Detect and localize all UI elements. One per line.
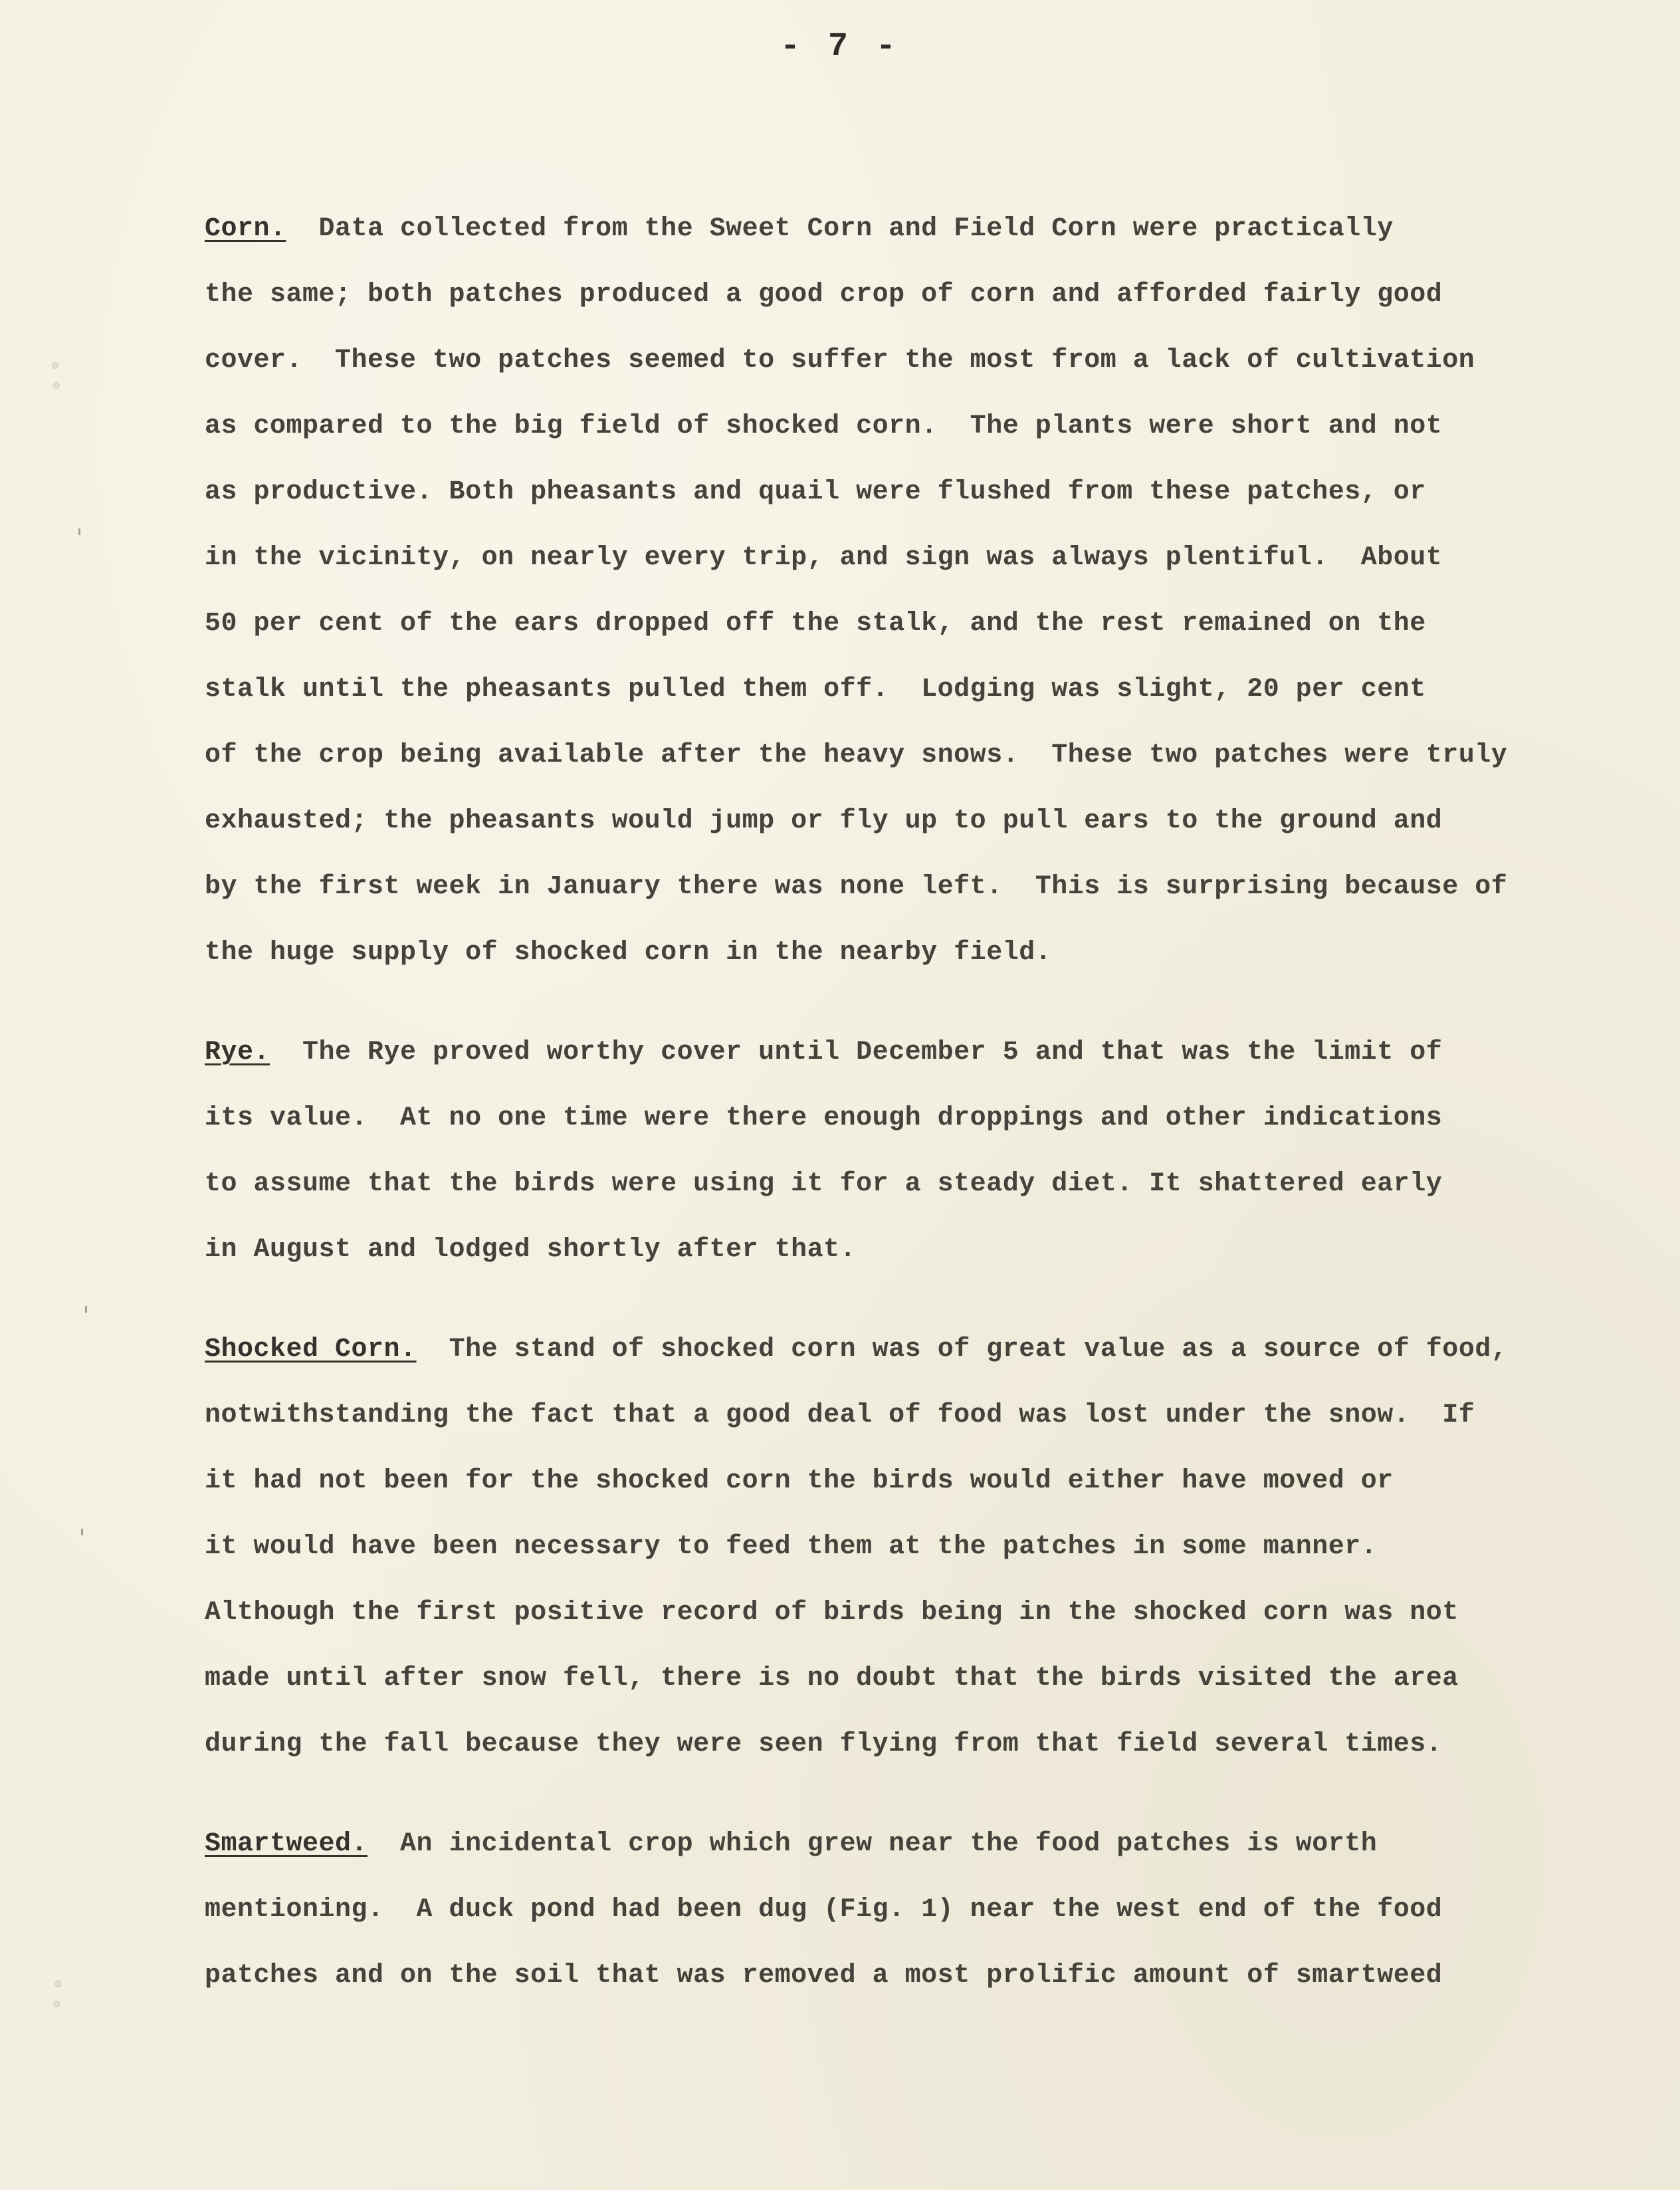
text-line: to assume that the birds were using it for a steady diet. It shattered early — [205, 1169, 1443, 1199]
text-line: patches and on the soil that was removed a most prolific amount of smartweed — [205, 1961, 1443, 1991]
text-line: in the vicinity, on nearly every trip, and sign was always plentiful. About — [205, 543, 1443, 573]
paragraph-smartweed — [205, 1811, 1547, 2009]
text-line: the huge supply of shocked corn in the nearby field. — [205, 938, 1052, 968]
section-heading: Rye. — [205, 1038, 270, 1067]
text-line: stalk until the pheasants pulled them off. Lodging was slight, 20 per cent — [205, 675, 1426, 705]
margin-mark — [81, 1529, 83, 1535]
text-line: 50 per cent of the ears dropped off the stalk, and the rest remained on the — [205, 609, 1426, 639]
paragraph-rye — [205, 1020, 1547, 1283]
text-line: Although the first positive record of birds being in the shocked corn was not — [205, 1598, 1459, 1628]
section-heading: Shocked Corn. — [205, 1335, 417, 1365]
margin-mark — [78, 528, 80, 535]
text-line: as compared to the big field of shocked corn. The plants were short and not — [205, 411, 1443, 441]
text-line: cover. These two patches seemed to suffer the most from a lack of cultivation — [205, 346, 1475, 376]
text-line: notwithstanding the fact that a good deal of food was lost under the snow. If — [205, 1400, 1475, 1430]
body-text — [205, 196, 1547, 2009]
text-line: as productive. Both pheasants and quail were flushed from these patches, or — [205, 477, 1426, 507]
section-heading: Smartweed. — [205, 1829, 368, 1859]
text-line: Corn. Data collected from the Sweet Corn and Field Corn were practically — [205, 214, 1394, 244]
text-line: the same; both patches produced a good crop of corn and afforded fairly good — [205, 280, 1443, 310]
text-line: in August and lodged shortly after that. — [205, 1235, 857, 1265]
text-line: by the first week in January there was none left. This is surprising because of — [205, 872, 1508, 902]
margin-mark — [54, 1981, 61, 1987]
text-line: mentioning. A duck pond had been dug (Fig. 1) near the west end of the food — [205, 1895, 1443, 1925]
text-line: it would have been necessary to feed them at the patches in some manner. — [205, 1532, 1378, 1562]
text-line: exhausted; the pheasants would jump or fly up to pull ears to the ground and — [205, 806, 1443, 836]
text-line: of the crop being available after the heavy snows. These two patches were truly — [205, 740, 1508, 770]
paragraph-corn — [205, 196, 1547, 986]
text-line: during the fall because they were seen flying from that field several times. — [205, 1729, 1443, 1759]
margin-mark — [52, 362, 58, 369]
margin-mark — [85, 1306, 87, 1313]
text-line: Shocked Corn. The stand of shocked corn was of great value as a source of food, — [205, 1335, 1508, 1365]
text-line: its value. At no one time were there enough droppings and other indications — [205, 1103, 1443, 1133]
section-heading: Corn. — [205, 214, 286, 244]
text-line: made until after snow fell, there is no doubt that the birds visited the area — [205, 1664, 1459, 1694]
text-line: Rye. The Rye proved worthy cover until December 5 and that was the limit of — [205, 1038, 1443, 1067]
paragraph-shocked-corn — [205, 1317, 1547, 1777]
text-line: it had not been for the shocked corn the birds would either have moved or — [205, 1466, 1394, 1496]
margin-mark — [53, 382, 60, 389]
margin-mark — [53, 2001, 60, 2007]
page-number: - 7 - — [780, 28, 900, 66]
text-line: Smartweed. An incidental crop which grew near the food patches is worth — [205, 1829, 1378, 1859]
